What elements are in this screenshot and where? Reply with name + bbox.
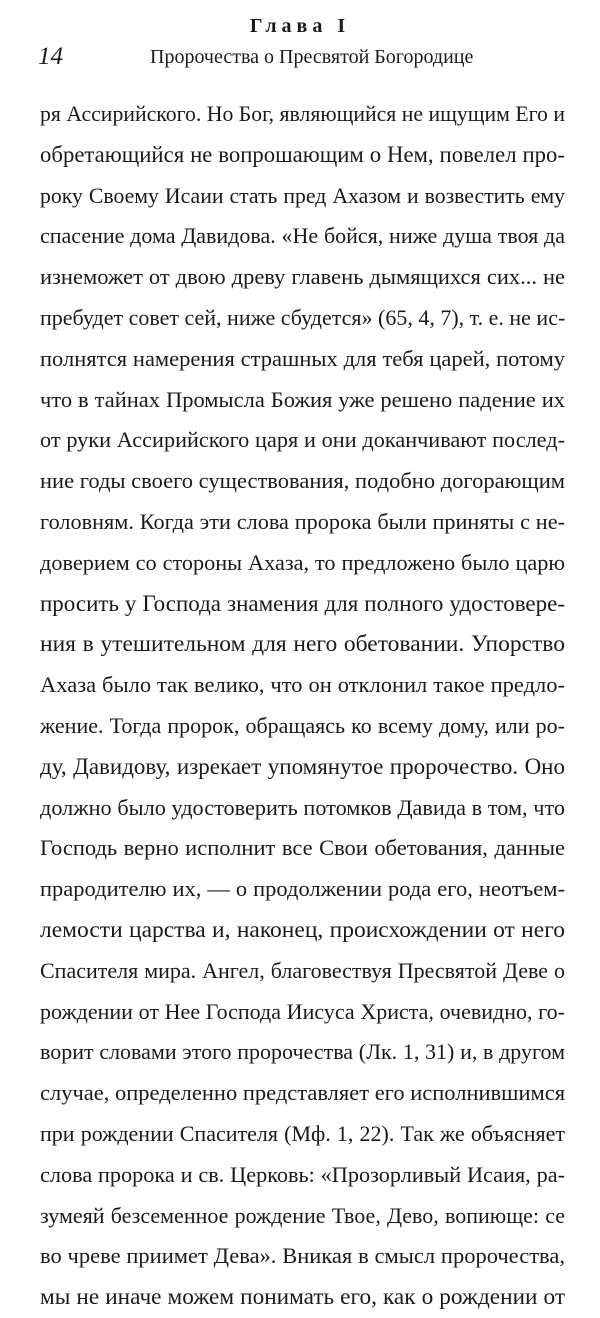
text-line: должно было удостоверить потомков Давида в том, что [40, 794, 565, 820]
text-line: что в тайнах Промысла Божия уже решено падение их [40, 386, 565, 412]
page-header [0, 14, 600, 84]
text-line: слова пророка и св. Церковь: «Прозорливый Исаия, ра- [40, 1161, 565, 1187]
text-line: спасение дома Давидова. «Не бойся, ниже душа твоя да [40, 223, 565, 249]
text-line: во чреве приимет Дева». Вникая в смысл пророчества, [40, 1243, 565, 1269]
text-line: ду, Давидову, изрекает упомянутое пророчество. Оно [40, 753, 565, 779]
text-line: Господь верно исполнит все Свои обетования, данные [40, 835, 565, 861]
text-line: Ахаза было так велико, что он отклонил такое предло- [40, 672, 565, 698]
text-line: мы не иначе можем понимать его, как о рождении от [40, 1284, 565, 1311]
body-text [40, 94, 565, 1318]
text-line: от руки Ассирийского царя и они доканчивают послед- [40, 427, 565, 453]
text-line: жение. Тогда пророк, обращаясь ко всему дому, или ро- [40, 712, 565, 738]
page-number: 14 [38, 43, 63, 70]
text-line: Спасителя мира. Ангел, благовествуя Пресвятой Деве о [40, 957, 565, 983]
text-line: рождении от Нее Господа Иисуса Христа, очевидно, го- [40, 998, 565, 1024]
text-line: ния в утешительном для него обетовании. Упорство [40, 631, 565, 658]
text-line: пребудет совет сей, ниже сбудется» (65, 4, 7), т. е. не ис- [40, 304, 565, 330]
text-line: лемости царства и, наконец, происхождении от него [40, 916, 565, 943]
text-line: головням. Когда эти слова пророка были приняты с не- [40, 508, 565, 534]
chapter-label: Глава I [249, 15, 351, 37]
text-line: при рождении Спасителя (Мф. 1, 22). Так же объясняет [40, 1120, 565, 1146]
text-line: ние годы своего существования, подобно догорающим [40, 468, 565, 494]
text-line: случае, определенно представляет его исполнившимся [40, 1080, 565, 1106]
text-line: ворит словами этого пророчества (Лк. 1, 31) и, в другом [40, 1039, 565, 1065]
text-line: прародителю их, — о продолжении рода его, неотъем- [40, 876, 565, 902]
text-line: доверием со стороны Ахаза, то предложено было царю [40, 549, 565, 575]
text-line: просить у Господа знамения для полного удостовере- [40, 590, 565, 616]
text-line: року Своему Исаии стать пред Ахазом и возвестить ему [40, 183, 565, 208]
text-line: обретающийся не вопрошающим о Нем, повелел про- [40, 141, 565, 167]
text-line: изнеможет от двою древу главень дымящихся сих... не [40, 264, 565, 290]
text-line: ря Ассирийского. Но Бог, являющийся не ищущим Его и [40, 102, 565, 126]
text-line: зумеяй безсеменное рождение Твое, Дево, вопиюще: се [40, 1202, 565, 1228]
text-line: полнятся намерения страшных для тебя царей, потому [40, 345, 565, 371]
running-title: Пророчества о Пресвятой Богородице [150, 46, 474, 68]
